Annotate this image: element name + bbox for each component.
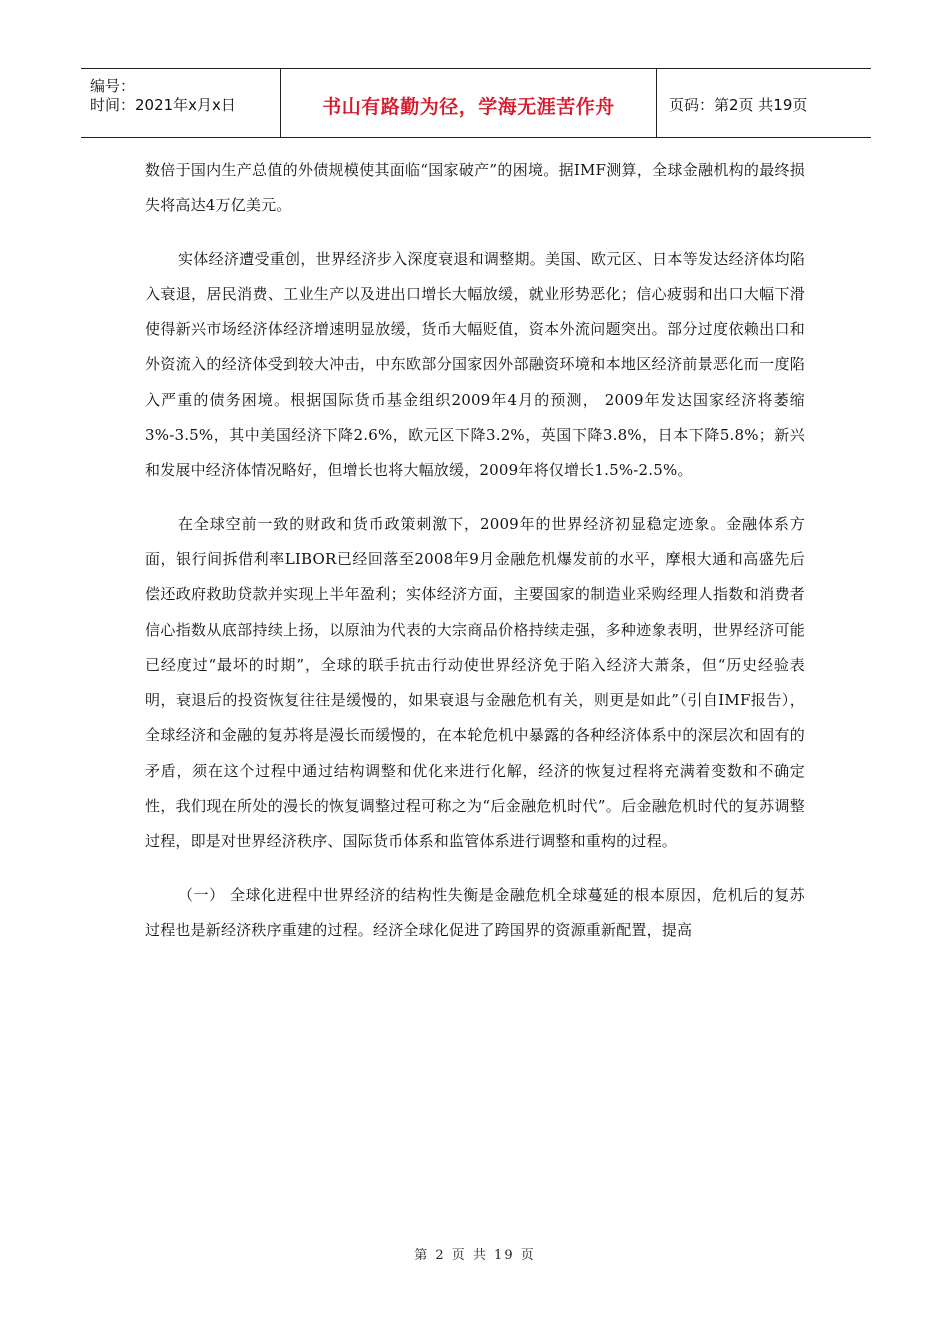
paragraph-post-crisis-era: 在全球空前一致的财政和货币政策刺激下，2009年的世界经济初显稳定迹象。金融体系方面，银行间拆借利率LIBOR已经回落至2008年9月金融危机爆发前的水平，摩根大通和高盛先后偿还政府救助贷款并实现上半年盈利；实体经济方面，主要国家的制造业采购经理人指数和消费者信心指数从底部持续上扬，以原油为代表的大宗商品价格持续走强，多种迹象表明，世界经济可能已经度过“最坏的时期”，全球的联手抗击行动使世界经济免于陷入经济大萧条，但“历史经验表明，衰退后的投资恢复往往是缓慢的，如果衰退与金融危机有关，则更是如此”（引自IMF报告），全球经济和金融的复苏将是漫长而缓慢的，在本轮危机中暴露的各种经济体系中的深层次和固有的矛盾，须在这个过程中通过结构调整和优化来进行化解，经济的恢复过程将充满着变数和不确定性，我们现在所处的漫长的恢复调整过程可称之为“后金融危机时代”。后金融危机时代的复苏调整过程，即是对世界经济秩序、国际货币体系和监管体系进行调整和重构的过程。	[145, 514, 805, 851]
document-header	[81, 68, 871, 138]
document-time-label: 时间：2021年x月x日	[90, 96, 236, 114]
paragraph-section-one: （一） 全球化进程中世界经济的结构性失衡是金融危机全球蔓延的根本原因，危机后的复苏过程也是新经济秩序重建的过程。经济全球化促进了跨国界的资源重新配置，提高	[145, 885, 805, 939]
page-footer: 第 2 页 共 19 页	[414, 1248, 536, 1263]
header-meta-cell	[81, 69, 281, 137]
header-page-info: 页码：第2页 共19页	[669, 96, 808, 114]
header-motto: 书山有路勤为径，学海无涯苦作舟	[322, 96, 615, 118]
document-number-label: 编号：	[90, 77, 136, 95]
paragraph-continuation: 数倍于国内生产总值的外债规模使其面临“国家破产”的困境。据IMF测算，全球金融机构的最终损失将高达4万亿美元。	[145, 161, 805, 215]
document-body	[145, 153, 805, 948]
paragraph-real-economy: 实体经济遭受重创，世界经济步入深度衰退和调整期。美国、欧元区、日本等发达经济体均陷入衰退，居民消费、工业生产以及进出口增长大幅放缓，就业形势恶化；信心疲弱和出口大幅下滑使得新兴市场经济体经济增速明显放缓，货币大幅贬值，资本外流问题突出。部分过度依赖出口和外资流入的经济体受到较大冲击，中东欧部分国家因外部融资环境和本地区经济前景恶化而一度陷入严重的债务困境。根据国际货币基金组织2009年4月的预测， 2009年发达国家经济将萎缩3%-3.5%，其中美国经济下降2.6%，欧元区下降3.2%，英国下降3.8%，日本下降5.8%；新兴和发展中经济体情况略好，但增长也将大幅放缓，2009年将仅增长1.5%-2.5%。	[145, 249, 805, 480]
header-page-cell	[657, 69, 871, 137]
header-motto-cell	[281, 69, 657, 137]
